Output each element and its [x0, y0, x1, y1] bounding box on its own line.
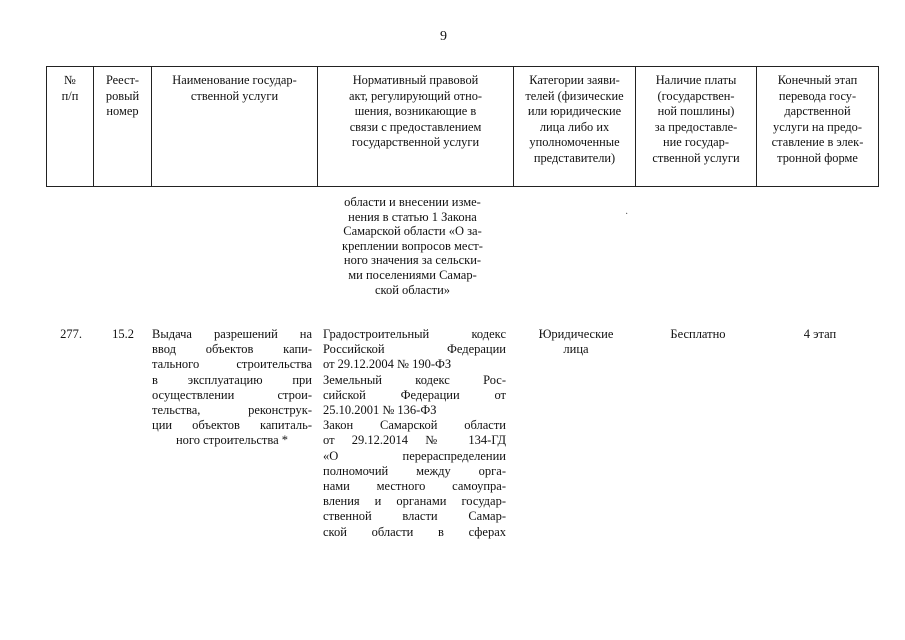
header-legal-act: Нормативный правовой акт, регулирующий отно- шения, возникающие в связи с предоставлением государственной услуги: [318, 67, 514, 187]
table-header: [46, 66, 879, 187]
row-final-stage: 4 этап: [803, 327, 837, 341]
header-service-name: Наименование государ- ственной услуги: [152, 67, 318, 187]
header-number: № п/п: [47, 67, 94, 187]
row-fee: Бесплатно: [670, 327, 726, 341]
row-applicant-category: Юридические лица: [538, 327, 614, 357]
row-number: 277.: [60, 327, 82, 341]
row-registry: 15.2: [112, 327, 134, 341]
page-number: 9: [440, 29, 447, 44]
speck: ·: [625, 209, 629, 220]
header-applicant-categories: Категории заяви- телей (физические или юридические лица либо их уполномоченные представители): [514, 67, 636, 187]
row-service-name: Выдача разрешений на ввод объектов капи- тального строительства в эксплуатацию при осуществлении строи- тельства, реконструк- ции объектов капиталь- ного строительства *: [152, 327, 312, 448]
header-fee: Наличие платы (государствен- ной пошлины) за предоставле- ние государ- ственной услуги: [636, 67, 757, 187]
header-registry: Реест- ровый номер: [94, 67, 152, 187]
header-final-stage: Конечный этап перевода госу- дарственной услуги на предо- ставление в элек- тронной форме: [757, 67, 879, 187]
continuation-text: области и внесении изме- нения в статью 1 Закона Самарской области «О за- креплении вопросов мест- ного значения за сельски- ми поселениями Самар- ской области»: [342, 195, 483, 297]
row-legal-act: Градостроительный кодекс Российской Федерации от 29.12.2004 № 190-ФЗ Земельный кодекс Рос- сийской Федерации от 25.10.2001 № 136-ФЗ Закон Самарской области от 29.12.2014 № 134-ГД «О перераспределении полномочий между орга- нами местного самоупра- вления и органами государ- ственной власти Самар- ской области в сферах: [323, 327, 506, 539]
